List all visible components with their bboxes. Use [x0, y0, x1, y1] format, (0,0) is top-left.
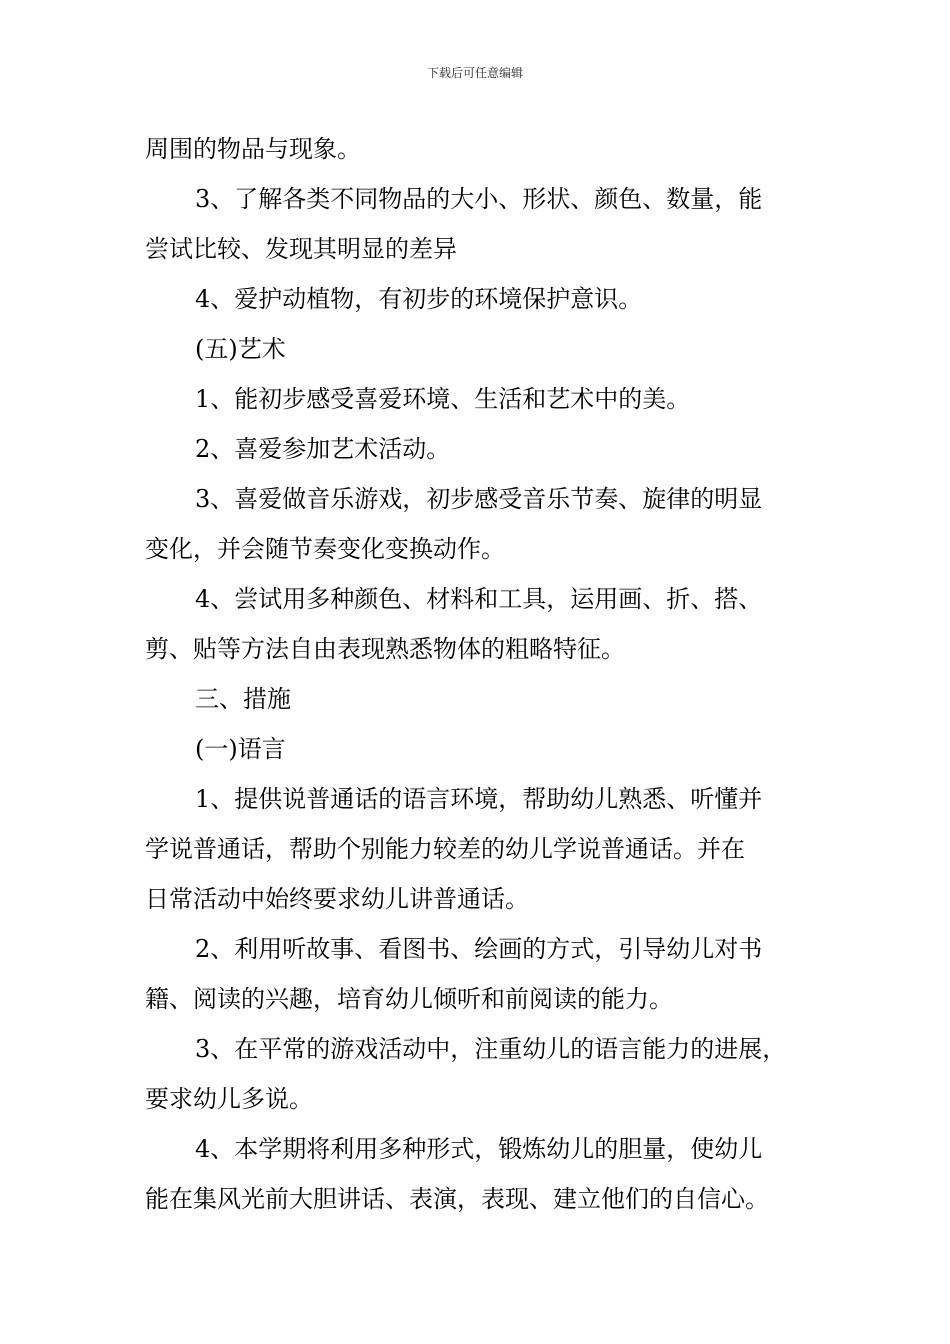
- text-line: 3、喜爱做音乐游戏，初步感受音乐节奏、旋律的明显: [195, 485, 763, 513]
- section-heading: 三、措施: [195, 685, 291, 713]
- text-line: 2、利用听故事、看图书、绘画的方式，引导幼儿对书: [195, 935, 763, 963]
- text-line: 日常活动中始终要求幼儿讲普通话。: [145, 885, 529, 913]
- text-line: 剪、贴等方法自由表现熟悉物体的粗略特征。: [145, 635, 625, 663]
- text-line: 周围的物品与现象。: [145, 135, 361, 163]
- text-line: 尝试比较、发现其明显的差异: [145, 235, 457, 263]
- text-line: 要求幼儿多说。: [145, 1085, 313, 1113]
- text-line: 3、在平常的游戏活动中，注重幼儿的语言能力的进展，: [195, 1035, 787, 1063]
- text-line: 能在集风光前大胆讲话、表演，表现、建立他们的自信心。: [145, 1185, 769, 1213]
- text-line: 4、尝试用多种颜色、材料和工具，运用画、折、搭、: [195, 585, 763, 613]
- text-line: 1、能初步感受喜爱环境、生活和艺术中的美。: [195, 385, 691, 413]
- page-header: 下载后可任意编辑: [426, 66, 523, 80]
- text-line: 4、本学期将利用多种形式，锻炼幼儿的胆量，使幼儿: [195, 1135, 763, 1163]
- section-heading: (五)艺术: [195, 335, 286, 363]
- text-line: 变化，并会随节奏变化变换动作。: [145, 535, 505, 563]
- text-line: 4、爱护动植物，有初步的环境保护意识。: [195, 285, 643, 313]
- text-line: 籍、阅读的兴趣，培育幼儿倾听和前阅读的能力。: [145, 985, 673, 1013]
- text-line: 2、喜爱参加艺术活动。: [195, 435, 451, 463]
- document-body: [145, 124, 810, 1224]
- text-line: 3、了解各类不同物品的大小、形状、颜色、数量，能: [195, 185, 763, 213]
- text-line: 1、提供说普通话的语言环境，帮助幼儿熟悉、听懂并: [195, 785, 763, 813]
- text-line: 学说普通话，帮助个别能力较差的幼儿学说普通话。并在: [145, 835, 745, 863]
- section-heading: (一)语言: [195, 735, 286, 763]
